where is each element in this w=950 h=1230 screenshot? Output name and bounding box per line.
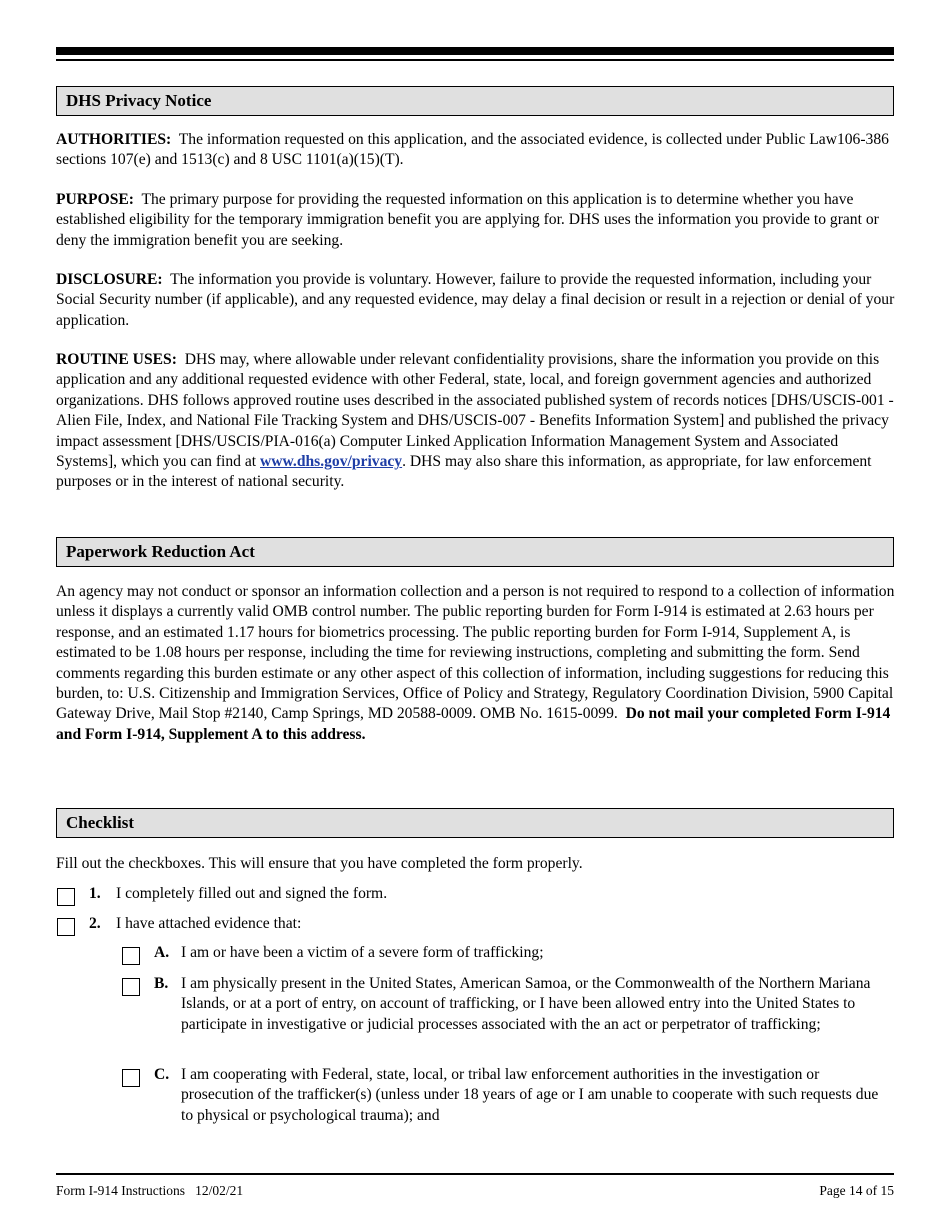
- paperwork-paragraph: [56, 582, 896, 745]
- checklist-subitem-a: [121, 943, 891, 967]
- footer-form-info: Form I-914 Instructions 12/02/21: [56, 1183, 244, 1198]
- checkbox-item-2[interactable]: [57, 918, 75, 936]
- purpose-label: PURPOSE:: [56, 191, 134, 208]
- item-2-text: I have attached evidence that:: [116, 915, 302, 932]
- authorities-paragraph: [56, 130, 896, 171]
- checkbox-item-1[interactable]: [57, 888, 75, 906]
- authorities-label: AUTHORITIES:: [56, 131, 172, 148]
- checkbox-subitem-c[interactable]: [122, 1069, 140, 1087]
- checkbox-subitem-a[interactable]: [122, 947, 140, 965]
- disclosure-paragraph: [56, 270, 896, 331]
- item-2-number: 2.: [89, 915, 101, 932]
- subitem-a-text: I am or have been a victim of a severe form of trafficking;: [181, 944, 544, 961]
- checklist-title: Checklist: [66, 813, 134, 832]
- footer-page-number: Page 14 of 15: [819, 1183, 894, 1198]
- paperwork-bold-notice: Do not mail your completed Form I-914 and Form I-914, Supplement A to this address.: [56, 705, 891, 743]
- footer-rule: [56, 1173, 894, 1175]
- authorities-text: The information requested on this application, and the associated evidence, is collected under Public Law106-386 sections 107(e) and 1513(c) and 8 USC 1101(a)(15)(T).: [56, 131, 889, 169]
- subitem-b-letter: B.: [154, 975, 169, 992]
- item-1-text: I completely filled out and signed the form.: [116, 885, 388, 902]
- paperwork-text: An agency may not conduct or sponsor an information collection and a person is not required to respond to a collection of information unless it displays a currently valid OMB control number. The public reporting burden for Form I-914 is estimated at 2.63 hours per response, and an estimated 1.17 hours for biometrics processing. The public reporting burden for Form I-914, Supplement A, is estimated to be 1.08 hours per response, including the time for reviewing instructions, completing and submitting the form. Send comments regarding this burden estimate or any other aspect of this collection of information, including suggestions for reducing this burden, to: U.S. Citizenship and Immigration Services, Office of Policy and Strategy, Regulatory Coordination Division, 5900 Capital Gateway Drive, Mail Stop #2140, Camp Springs, MD 20588-0009. OMB No. 1615-0099.: [56, 583, 895, 723]
- routine-uses-label: ROUTINE USES:: [56, 351, 177, 368]
- purpose-paragraph: [56, 190, 896, 251]
- paperwork-reduction-header: [56, 537, 894, 567]
- privacy-notice-header: [56, 86, 894, 116]
- checkbox-subitem-b[interactable]: [122, 978, 140, 996]
- checklist-intro: Fill out the checkboxes. This will ensure that you have completed the form properly.: [56, 855, 583, 872]
- checklist-item-1: [56, 884, 896, 908]
- disclosure-label: DISCLOSURE:: [56, 271, 163, 288]
- disclosure-text: The information you provide is voluntary. However, failure to provide the requested information, including your Social Security number (if applicable), and any requested evidence, may delay a final decision or result in a rejection or denial of your application.: [56, 271, 895, 329]
- routine-uses-text-end: . DHS may also share this information, as appropriate, for law enforcement purposes or in the interest of national security.: [56, 453, 872, 491]
- paperwork-reduction-title: Paperwork Reduction Act: [66, 542, 255, 561]
- top-rule-thin: [56, 59, 894, 61]
- checklist-item-2: [56, 914, 896, 938]
- subitem-a-letter: A.: [154, 944, 170, 961]
- dhs-privacy-link[interactable]: www.dhs.gov/privacy: [260, 453, 403, 471]
- checklist-subitem-c: [121, 1065, 891, 1129]
- subitem-c-text: I am cooperating with Federal, state, local, or tribal law enforcement authorities in the investigation or prosecution of the trafficker(s) (unless under 18 years of age or I am unable to cooperate with such requests due to physical or psychological trauma); and: [181, 1066, 879, 1124]
- checklist-subitem-b: [121, 974, 891, 1058]
- subitem-b-text: I am physically present in the United States, American Samoa, or the Commonwealth of the Northern Mariana Islands, or at a port of entry, on account of trafficking, or I have been allowed entry into the United States to participate in investigative or judicial processes associated with the an act or perpetrator of trafficking;: [181, 975, 871, 1033]
- checklist-header: [56, 808, 894, 838]
- item-1-number: 1.: [89, 885, 101, 902]
- routine-uses-paragraph: [56, 350, 896, 493]
- routine-uses-text: DHS may, where allowable under relevant confidentiality provisions, share the information you provide on this application and any additional requested evidence with other Federal, state, local, and foreign government agencies and authorized organizations. DHS follows approved routine uses described in the associated published system of records notices [DHS/USCIS-001 - Alien File, Index, and National File Tracking System and DHS/USCIS-007 - Benefits Information System] and published the privacy impact assessment [DHS/USCIS/PIA-016(a) Computer Linked Application Information Management System and Associated Systems], which you can find at: [56, 351, 894, 471]
- privacy-notice-title: DHS Privacy Notice: [66, 91, 212, 110]
- subitem-c-letter: C.: [154, 1066, 170, 1083]
- purpose-text: The primary purpose for providing the requested information on this application is to determine whether you have established eligibility for the temporary immigration benefit you are applying for. DHS uses the information you provide to grant or deny the immigration benefit you are seeking.: [56, 191, 879, 249]
- top-rule-thick: [56, 47, 894, 55]
